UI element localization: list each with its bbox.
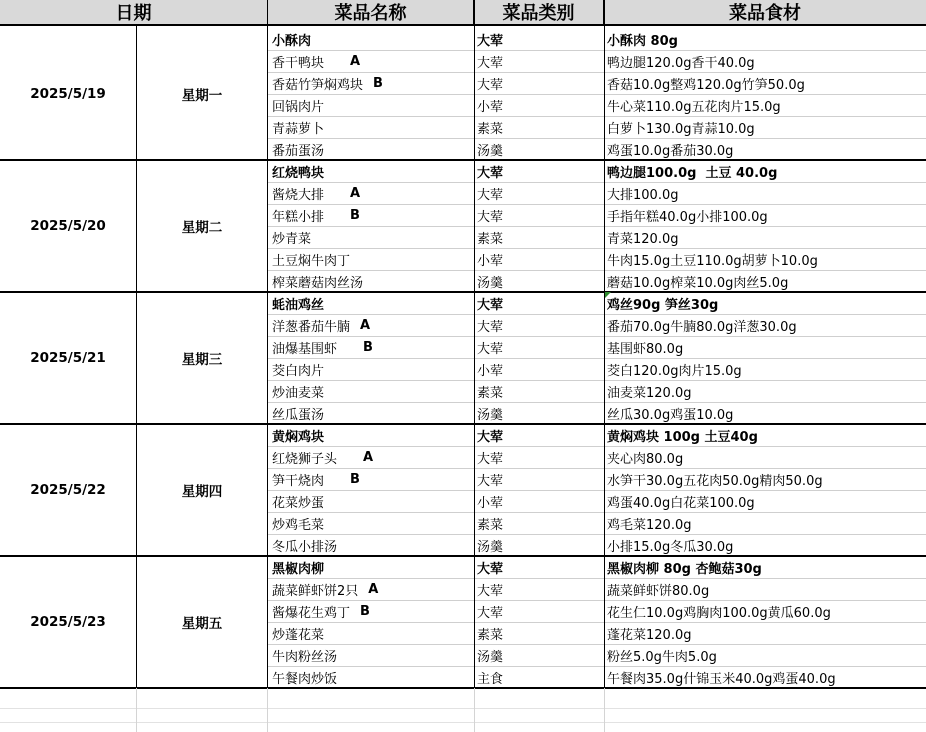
- dish-name: 丝瓜蛋汤: [272, 407, 325, 423]
- dish-ingredients-cell[interactable]: 小酥肉 80g: [607, 33, 678, 49]
- dish-ingredients-cell[interactable]: 蔬菜鲜虾饼80.0g: [607, 583, 710, 599]
- col-divider: [267, 0, 268, 688]
- row-divider: [268, 138, 926, 139]
- row-divider: [268, 534, 926, 535]
- row-divider: [268, 72, 926, 73]
- dish-category-cell[interactable]: 大荤: [477, 473, 504, 489]
- row-divider: [268, 94, 926, 95]
- weekday-cell[interactable]: 星期三: [181, 352, 223, 368]
- dish-name: 黄焖鸡块: [272, 429, 325, 445]
- dish-name-cell[interactable]: [272, 116, 472, 138]
- dish-name-cell[interactable]: [272, 380, 472, 402]
- header-category[interactable]: 菜品类别: [474, 0, 604, 26]
- empty-col-gridline: [474, 688, 475, 732]
- dish-name-cell[interactable]: [272, 336, 472, 358]
- dish-name: 蚝油鸡丝: [272, 297, 325, 313]
- dish-name: 牛肉粉丝汤: [272, 649, 338, 665]
- dish-name: 回锅肉片: [272, 99, 325, 115]
- dish-name: 香干鸭块: [272, 55, 325, 71]
- dish-category-cell[interactable]: 大荤: [477, 319, 504, 335]
- dish-name-cell[interactable]: [272, 160, 472, 182]
- dish-name-cell[interactable]: [272, 424, 472, 446]
- dish-ingredients-cell[interactable]: 鸡蛋10.0g番茄30.0g: [607, 143, 734, 159]
- row-divider: [268, 358, 926, 359]
- day-divider: [0, 555, 926, 557]
- dish-name: 花菜炒蛋: [272, 495, 325, 511]
- dish-name: 红烧狮子头: [272, 451, 338, 467]
- dish-ingredients-cell[interactable]: 白萝卜130.0g青蒜10.0g: [607, 121, 755, 137]
- dish-category-cell[interactable]: 素菜: [477, 627, 504, 643]
- dish-name: 酱烧大排: [272, 187, 325, 203]
- dish-category-cell[interactable]: 汤羹: [477, 143, 504, 159]
- dish-category-cell[interactable]: 主食: [477, 671, 504, 687]
- row-divider: [268, 622, 926, 623]
- day-divider: [0, 423, 926, 425]
- dish-name-cell[interactable]: [272, 94, 472, 116]
- dish-category-cell[interactable]: 大荤: [477, 429, 504, 445]
- dish-ingredients-cell[interactable]: 黑椒肉柳 80g 杏鲍菇30g: [607, 561, 762, 577]
- dish-category-cell[interactable]: 素菜: [477, 517, 504, 533]
- row-divider: [268, 490, 926, 491]
- row-divider: [268, 380, 926, 381]
- dish-category-cell[interactable]: 小荤: [477, 253, 504, 269]
- dish-ingredients-cell[interactable]: 鸡蛋40.0g白花菜100.0g: [607, 495, 755, 511]
- dish-ingredients-cell[interactable]: 基围虾80.0g: [607, 341, 684, 357]
- dish-category-cell[interactable]: 大荤: [477, 165, 504, 181]
- row-divider: [268, 600, 926, 601]
- dish-category-cell[interactable]: 汤羹: [477, 275, 504, 291]
- row-divider: [268, 50, 926, 51]
- dish-ingredients-cell[interactable]: 水笋干30.0g五花肉50.0g精肉50.0g: [607, 473, 823, 489]
- date-cell[interactable]: 2025/5/20: [30, 218, 106, 234]
- dish-name-cell[interactable]: [272, 446, 472, 468]
- date-cell[interactable]: 2025/5/21: [30, 350, 106, 366]
- row-divider: [268, 446, 926, 447]
- row-divider: [268, 270, 926, 271]
- dish-name-cell[interactable]: [272, 490, 472, 512]
- dish-ingredients-cell[interactable]: 小排15.0g冬瓜30.0g: [607, 539, 734, 555]
- dish-name: 茭白肉片: [272, 363, 325, 379]
- row-divider: [268, 468, 926, 469]
- dish-name-cell[interactable]: [272, 314, 472, 336]
- dish-variant-mark: B: [373, 75, 383, 91]
- dish-name: 黑椒肉柳: [272, 561, 325, 577]
- col-divider: [474, 0, 475, 688]
- dish-name-cell[interactable]: [272, 622, 472, 644]
- empty-col-gridline: [267, 688, 268, 732]
- dish-category-cell[interactable]: 汤羹: [477, 539, 504, 555]
- dish-name: 土豆焖牛肉丁: [272, 253, 351, 269]
- col-divider: [604, 0, 605, 688]
- dish-name-cell[interactable]: [272, 28, 472, 50]
- dish-name-cell[interactable]: [272, 72, 472, 94]
- dish-name: 午餐肉炒饭: [272, 671, 338, 687]
- dish-name-cell[interactable]: [272, 292, 472, 314]
- dish-name: 油爆基围虾: [272, 341, 338, 357]
- weekday-cell[interactable]: 星期五: [181, 616, 223, 632]
- dish-category-cell[interactable]: 大荤: [477, 77, 504, 93]
- cell-comment-flag: [605, 292, 611, 298]
- empty-col-gridline: [136, 688, 137, 732]
- dish-name: 炒蓬花菜: [272, 627, 325, 643]
- dish-name-cell[interactable]: [272, 578, 472, 600]
- empty-row-gridline: [0, 708, 926, 709]
- dish-ingredients-cell[interactable]: 大排100.0g: [607, 187, 679, 203]
- dish-category-cell[interactable]: 小荤: [477, 363, 504, 379]
- dish-category-cell[interactable]: 汤羹: [477, 649, 504, 665]
- dish-ingredients-cell[interactable]: 鸭边腿100.0g 土豆 40.0g: [607, 165, 778, 181]
- dish-category-cell[interactable]: 大荤: [477, 55, 504, 71]
- col-divider: [136, 26, 137, 688]
- dish-ingredients-cell[interactable]: 手指年糕40.0g小排100.0g: [607, 209, 768, 225]
- dish-category-cell[interactable]: 大荤: [477, 187, 504, 203]
- dish-category-cell[interactable]: 大荤: [477, 451, 504, 467]
- dish-name: 炒鸡毛菜: [272, 517, 325, 533]
- dish-name-cell[interactable]: [272, 600, 472, 622]
- dish-name-cell[interactable]: [272, 666, 472, 688]
- dish-name-cell[interactable]: [272, 270, 472, 292]
- dish-name: 小酥肉: [272, 33, 312, 49]
- dish-category-cell[interactable]: 小荤: [477, 99, 504, 115]
- dish-ingredients-cell[interactable]: 番茄70.0g牛腩80.0g洋葱30.0g: [607, 319, 797, 335]
- dish-name: 洋葱番茄牛腩: [272, 319, 351, 335]
- row-divider: [268, 182, 926, 183]
- dish-variant-mark: B: [360, 603, 370, 619]
- row-divider: [268, 578, 926, 579]
- dish-name-cell[interactable]: [272, 644, 472, 666]
- dish-ingredients-cell[interactable]: 丝瓜30.0g鸡蛋10.0g: [607, 407, 734, 423]
- row-divider: [268, 248, 926, 249]
- dish-name: 红烧鸭块: [272, 165, 325, 181]
- dish-ingredients-cell[interactable]: 午餐肉35.0g什锦玉米40.0g鸡蛋40.0g: [607, 671, 836, 687]
- dish-ingredients-cell[interactable]: 黄焖鸡块 100g 土豆40g: [607, 429, 758, 445]
- dish-ingredients-cell[interactable]: 花生仁10.0g鸡胸肉100.0g黄瓜60.0g: [607, 605, 831, 621]
- row-divider: [268, 314, 926, 315]
- dish-category-cell[interactable]: 大荤: [477, 209, 504, 225]
- dish-name: 酱爆花生鸡丁: [272, 605, 351, 621]
- dish-name-cell[interactable]: [272, 358, 472, 380]
- dish-variant-mark: A: [368, 581, 379, 597]
- dish-category-cell[interactable]: 大荤: [477, 341, 504, 357]
- dish-variant-mark: A: [350, 185, 361, 201]
- dish-name: 番茄蛋汤: [272, 143, 325, 159]
- dish-name: 榨菜蘑菇肉丝汤: [272, 275, 364, 291]
- day-divider: [0, 159, 926, 161]
- dish-category-cell[interactable]: 素菜: [477, 385, 504, 401]
- dish-ingredients-cell[interactable]: 鸡丝90g 笋丝30g: [607, 297, 719, 313]
- dish-category-cell[interactable]: 素菜: [477, 121, 504, 137]
- dish-variant-mark: B: [363, 339, 373, 355]
- row-divider: [268, 512, 926, 513]
- dish-variant-mark: A: [363, 449, 374, 465]
- weekday-cell[interactable]: 星期一: [181, 88, 223, 104]
- dish-name: 年糕小排: [272, 209, 325, 225]
- dish-category-cell[interactable]: 大荤: [477, 605, 504, 621]
- header-ingredients[interactable]: 菜品食材: [604, 0, 926, 26]
- dish-name-cell[interactable]: [272, 138, 472, 160]
- dish-name-cell[interactable]: [272, 226, 472, 248]
- row-divider: [268, 666, 926, 667]
- dish-ingredients-cell[interactable]: 牛心菜110.0g五花肉片15.0g: [607, 99, 781, 115]
- dish-ingredients-cell[interactable]: 蘑菇10.0g榨菜10.0g肉丝5.0g: [607, 275, 789, 291]
- weekday-cell[interactable]: 星期四: [181, 484, 223, 500]
- row-divider: [268, 644, 926, 645]
- dish-category-cell[interactable]: 大荤: [477, 583, 504, 599]
- dish-ingredients-cell[interactable]: 油麦菜120.0g: [607, 385, 692, 401]
- dish-ingredients-cell[interactable]: 鸡毛菜120.0g: [607, 517, 692, 533]
- dish-name: 笋干烧肉: [272, 473, 325, 489]
- dish-name-cell[interactable]: [272, 204, 472, 226]
- date-cell[interactable]: 2025/5/22: [30, 482, 106, 498]
- dish-name-cell[interactable]: [272, 248, 472, 270]
- dish-variant-mark: A: [350, 53, 361, 69]
- dish-name: 香菇竹笋焖鸡块: [272, 77, 364, 93]
- dish-name-cell[interactable]: [272, 50, 472, 72]
- dish-name-cell[interactable]: [272, 402, 472, 424]
- dish-category-cell[interactable]: 汤羹: [477, 407, 504, 423]
- dish-ingredients-cell[interactable]: 蓬花菜120.0g: [607, 627, 692, 643]
- row-divider: [268, 402, 926, 403]
- dish-category-cell[interactable]: 大荤: [477, 561, 504, 577]
- dish-name: 炒青菜: [272, 231, 312, 247]
- dish-variant-mark: A: [360, 317, 371, 333]
- row-divider: [268, 204, 926, 205]
- dish-variant-mark: B: [350, 207, 360, 223]
- row-divider: [268, 226, 926, 227]
- dish-name-cell[interactable]: [272, 468, 472, 490]
- empty-row-gridline: [0, 722, 926, 723]
- table-bottom-border: [0, 687, 926, 689]
- dish-ingredients-cell[interactable]: 粉丝5.0g牛肉5.0g: [607, 649, 717, 665]
- header-date[interactable]: 日期: [0, 0, 268, 26]
- dish-category-cell[interactable]: 小荤: [477, 495, 504, 511]
- dish-name-cell[interactable]: [272, 556, 472, 578]
- dish-category-cell[interactable]: 素菜: [477, 231, 504, 247]
- dish-name: 冬瓜小排汤: [272, 539, 338, 555]
- date-cell[interactable]: 2025/5/19: [30, 86, 106, 102]
- dish-ingredients-cell[interactable]: 青菜120.0g: [607, 231, 679, 247]
- dish-name-cell[interactable]: [272, 534, 472, 556]
- dish-category-cell[interactable]: 大荤: [477, 33, 504, 49]
- header-dish-name[interactable]: 菜品名称: [268, 0, 474, 26]
- dish-name: 炒油麦菜: [272, 385, 325, 401]
- row-divider: [268, 336, 926, 337]
- dish-name-cell[interactable]: [272, 512, 472, 534]
- dish-name-cell[interactable]: [272, 182, 472, 204]
- dish-ingredients-cell[interactable]: 香菇10.0g整鸡120.0g竹笋50.0g: [607, 77, 805, 93]
- dish-ingredients-cell[interactable]: 茭白120.0g肉片15.0g: [607, 363, 742, 379]
- dish-ingredients-cell[interactable]: 牛肉15.0g土豆110.0g胡萝卜10.0g: [607, 253, 818, 269]
- dish-ingredients-cell[interactable]: 鸭边腿120.0g香干40.0g: [607, 55, 755, 71]
- dish-name: 青蒜萝卜: [272, 121, 325, 137]
- empty-col-gridline: [604, 688, 605, 732]
- dish-category-cell[interactable]: 大荤: [477, 297, 504, 313]
- day-divider: [0, 291, 926, 293]
- dish-name: 蔬菜鲜虾饼2只: [272, 583, 359, 599]
- weekday-cell[interactable]: 星期二: [181, 220, 223, 236]
- dish-ingredients-cell[interactable]: 夹心肉80.0g: [607, 451, 684, 467]
- row-divider: [268, 116, 926, 117]
- dish-variant-mark: B: [350, 471, 360, 487]
- date-cell[interactable]: 2025/5/23: [30, 614, 106, 630]
